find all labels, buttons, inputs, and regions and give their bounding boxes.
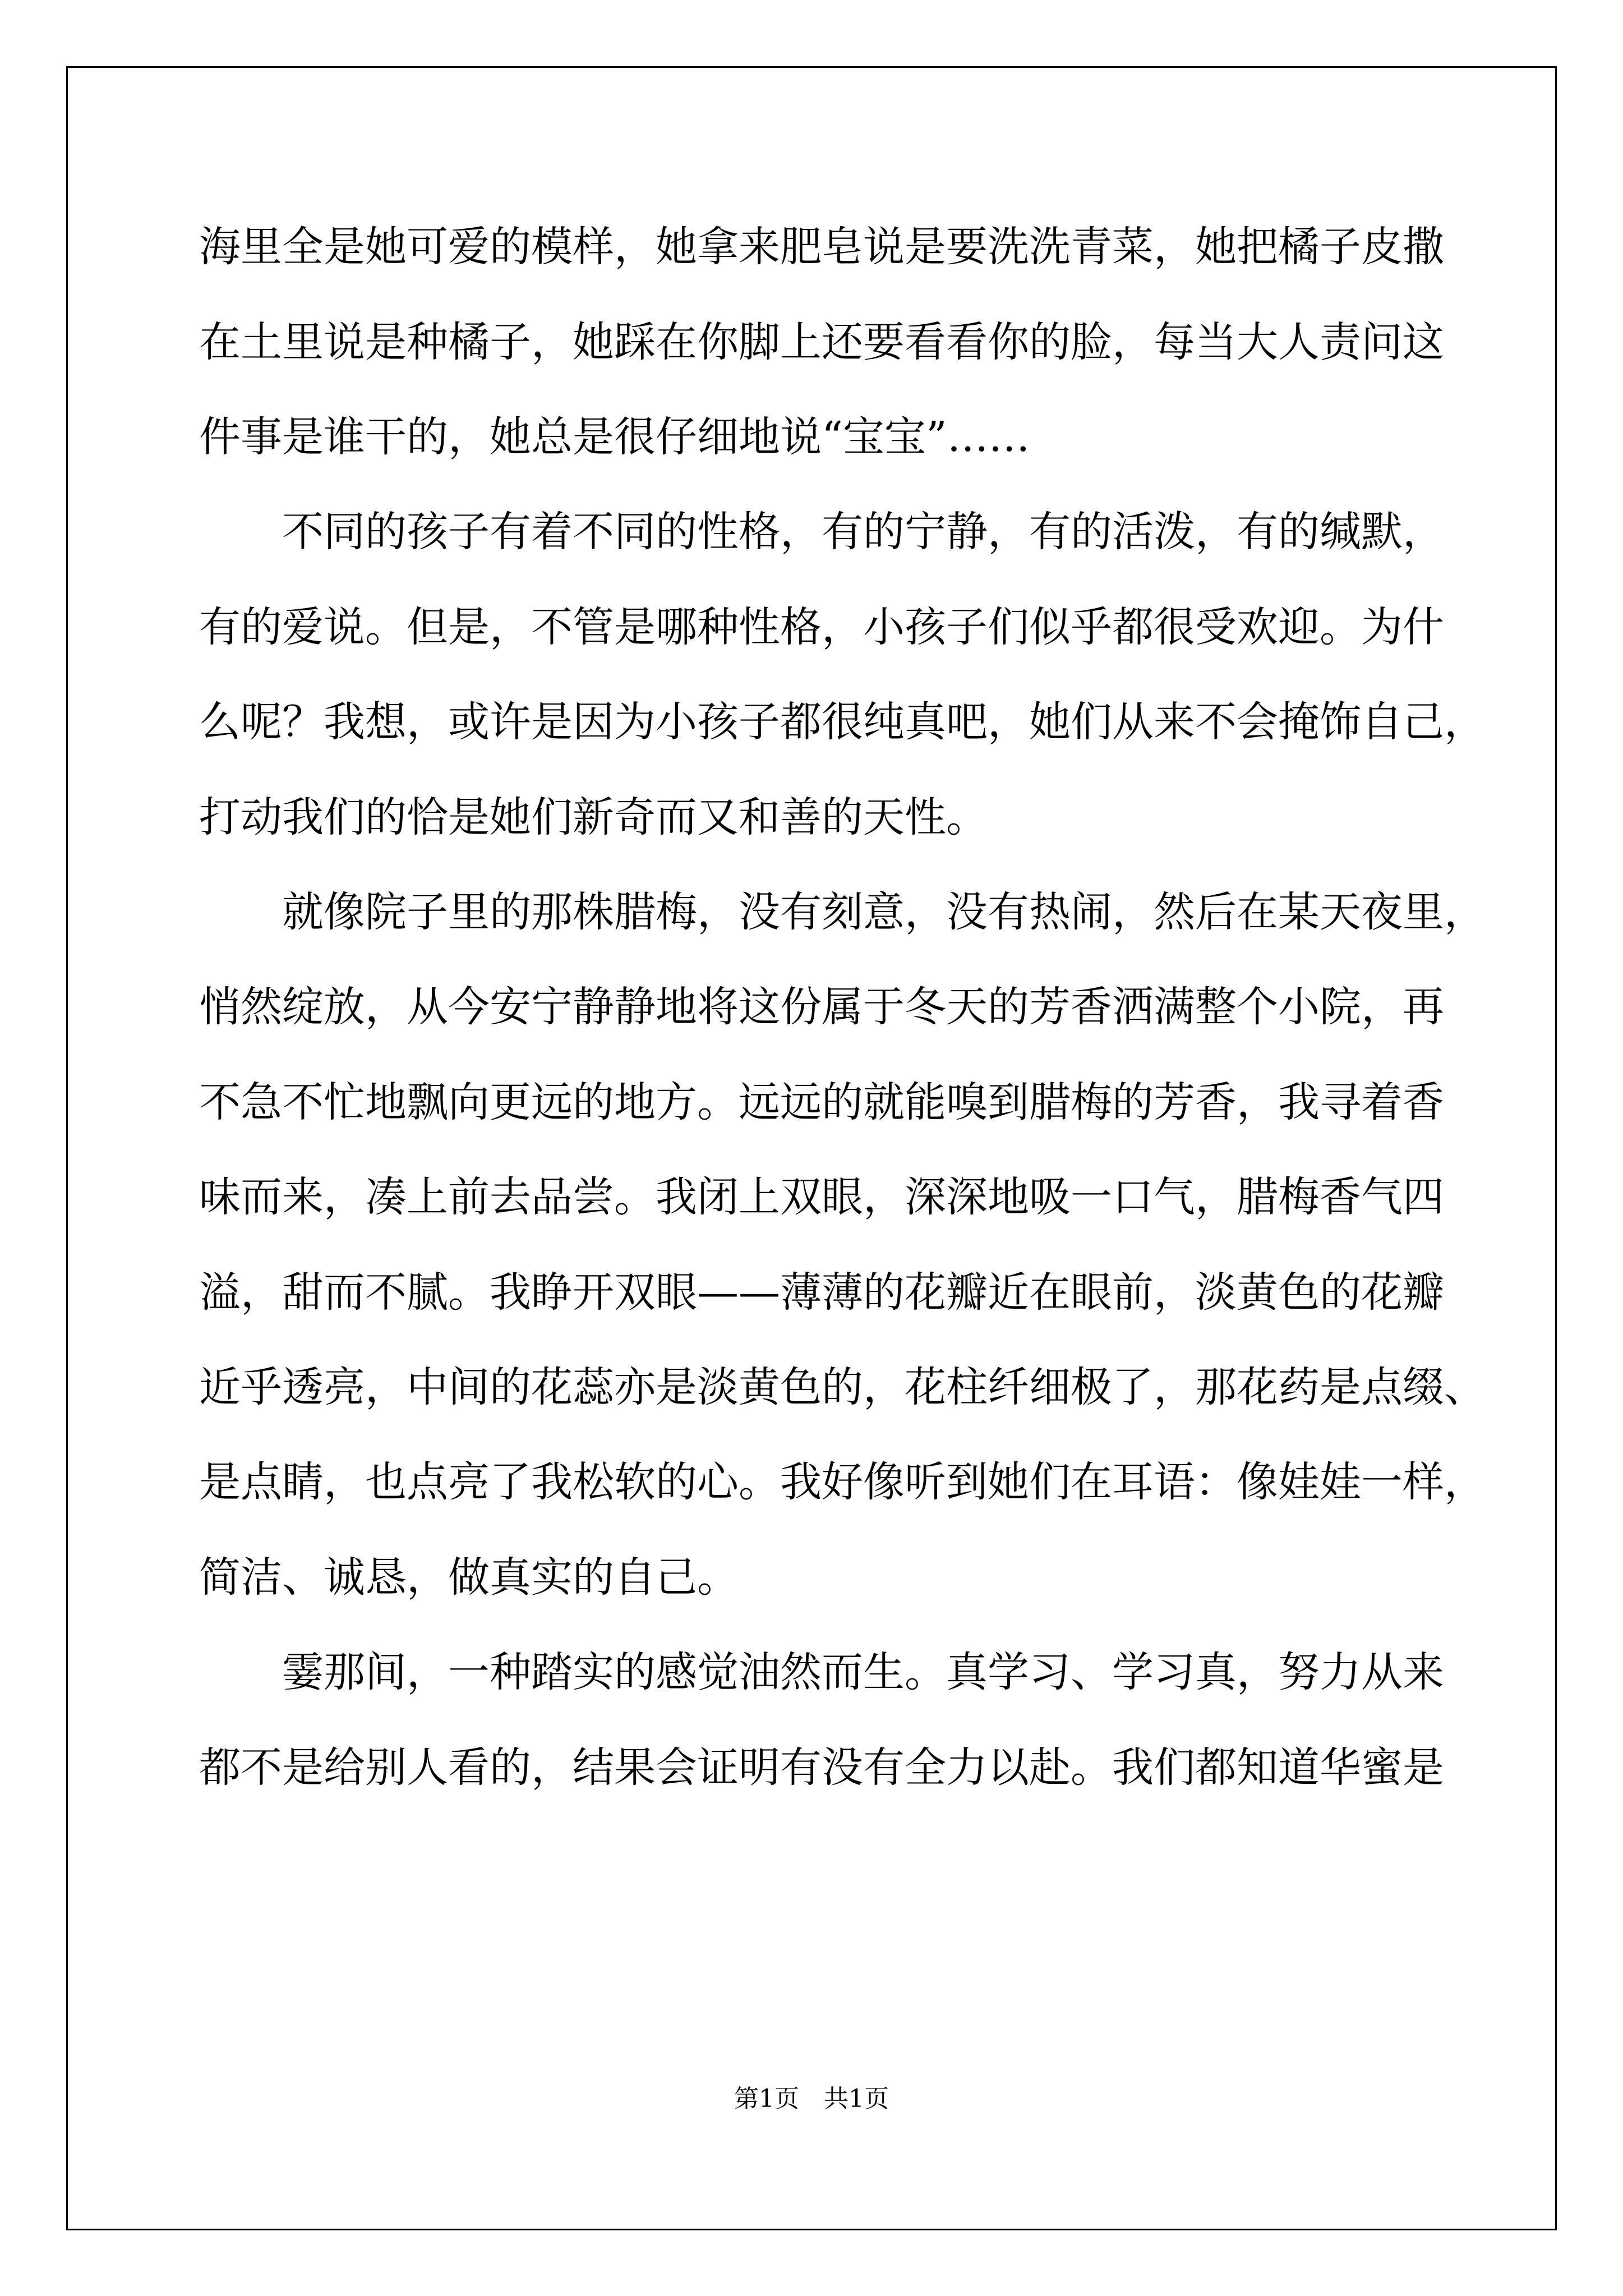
- text-line: 近乎透亮，中间的花蕊亦是淡黄色的，花柱纤细极了，那花药是点缀、: [199, 1363, 1486, 1411]
- text-line: 是点睛，也点亮了我松软的心。我好像听到她们在耳语：像娃娃一样，: [199, 1458, 1486, 1506]
- text-line: 霎那间，一种踏实的感觉油然而生。真学习、学习真，努力从来: [199, 1648, 1444, 1696]
- text-line: 溢，甜而不腻。我睁开双眼——薄薄的花瓣近在眼前，淡黄色的花瓣: [199, 1268, 1444, 1317]
- page-border: [66, 66, 1557, 2230]
- page-footer: 第1页 共1页: [734, 2085, 889, 2113]
- text-line: 件事是谁干的，她总是很仔细地说“宝宝”……: [199, 413, 1030, 461]
- text-line: 不同的孩子有着不同的性格，有的宁静，有的活泼，有的缄默，: [199, 508, 1444, 556]
- text-line: 简洁、诚恳，做真实的自己。: [199, 1553, 739, 1602]
- text-line: 么呢？我想，或许是因为小孩子都很纯真吧，她们从来不会掩饰自己，: [199, 698, 1486, 746]
- text-line: 悄然绽放，从今安宁静静地将这份属于冬天的芳香洒满整个小院，再: [199, 983, 1444, 1031]
- text-line: 就像院子里的那株腊梅，没有刻意，没有热闹，然后在某天夜里，: [199, 888, 1486, 936]
- text-line: 都不是给别人看的，结果会证明有没有全力以赴。我们都知道华蜜是: [199, 1743, 1444, 1792]
- text-line: 味而来，凑上前去品尝。我闭上双眼，深深地吸一口气，腊梅香气四: [199, 1173, 1444, 1221]
- text-line: 海里全是她可爱的模样，她拿来肥皂说是要洗洗青菜，她把橘子皮撒: [199, 223, 1444, 271]
- text-line: 打动我们的恰是她们新奇而又和善的天性。: [199, 793, 988, 841]
- text-line: 在土里说是种橘子，她踩在你脚上还要看看你的脸，每当大人责问这: [199, 318, 1444, 366]
- text-line: 不急不忙地飘向更远的地方。远远的就能嗅到腊梅的芳香，我寻着香: [199, 1078, 1444, 1126]
- text-line: 有的爱说。但是，不管是哪种性格，小孩子们似乎都很受欢迎。为什: [199, 603, 1444, 651]
